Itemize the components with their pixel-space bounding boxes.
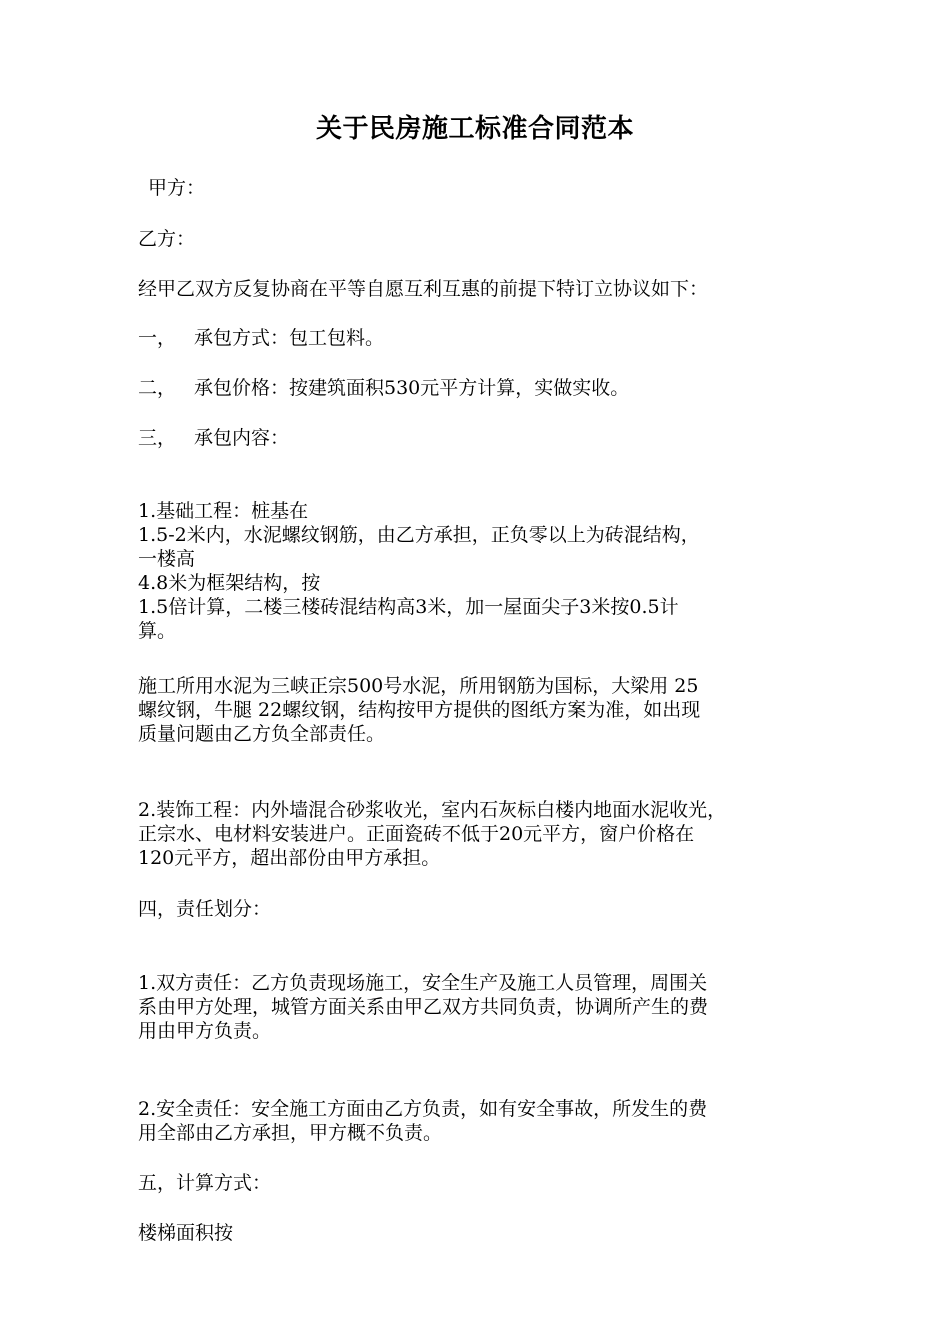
section-3 [138, 426, 828, 450]
text-line: 系由甲方处理，城管方面关系由甲乙双方共同负责，协调所产生的费 [138, 996, 709, 1018]
safety-paragraph [138, 1097, 828, 1145]
text-line: 施工所用水泥为三峡正宗500号水泥，所用钢筋为国标，大梁用 25 [138, 675, 699, 697]
foundation-paragraph [138, 499, 828, 643]
materials-paragraph [138, 674, 828, 746]
section-1-number: 一， [138, 327, 177, 349]
section-5-heading: 五，计算方式： [138, 1172, 272, 1194]
section-1 [138, 326, 828, 350]
text-line: 用由甲方负责。 [138, 1020, 272, 1042]
section-1-text: 承包方式：包工包料。 [194, 327, 385, 349]
text-line: 算。 [138, 620, 177, 642]
intro-paragraph: 经甲乙双方反复协商在平等自愿互利互惠的前提下特订立协议如下： [138, 278, 709, 300]
stairs-line: 楼梯面积按 [138, 1222, 234, 1244]
decoration-paragraph [138, 798, 828, 870]
text-line: 用全部由乙方承担，甲方概不负责。 [138, 1122, 443, 1144]
text-line: 1.基础工程：桩基在 [138, 500, 309, 522]
text-line: 120元平方，超出部份由甲方承担。 [138, 847, 441, 869]
duty-paragraph [138, 971, 828, 1043]
text-line: 2.安全责任：安全施工方面由乙方负责，如有安全事故，所发生的费 [138, 1098, 708, 1120]
text-line: 正宗水、电材料安装进户。正面瓷砖不低于20元平方，窗户价格在 [138, 823, 695, 845]
text-line: 4.8米为框架结构，按 [138, 572, 321, 594]
party-a-line: 甲方： [148, 177, 206, 199]
text-line: 螺纹钢，牛腿 22螺纹钢，结构按甲方提供的图纸方案为准，如出现 [138, 699, 701, 721]
text-line: 质量问题由乙方负全部责任。 [138, 723, 386, 745]
text-line: 一楼高 [138, 548, 196, 570]
text-line: 1.5倍计算，二楼三楼砖混结构高3米，加一屋面尖子3米按0.5计 [138, 596, 679, 618]
text-line: 1.双方责任：乙方负责现场施工，安全生产及施工人员管理，周围关 [138, 972, 708, 994]
party-b-line: 乙方： [138, 228, 196, 250]
section-2 [138, 376, 828, 400]
section-3-text: 承包内容： [194, 427, 290, 449]
section-3-number: 三， [138, 427, 177, 449]
text-line: 2.装饰工程：内外墙混合砂浆收光，室内石灰标白楼内地面水泥收光， [138, 799, 727, 821]
section-2-text: 承包价格：按建筑面积530元平方计算，实做实收。 [194, 377, 630, 399]
text-line: 1.5-2米内，水泥螺纹钢筋，由乙方承担，正负零以上为砖混结构， [138, 524, 700, 546]
section-2-number: 二， [138, 377, 177, 399]
section-4-heading: 四，责任划分： [138, 898, 272, 920]
document-title: 关于民房施工标准合同范本 [315, 114, 634, 144]
